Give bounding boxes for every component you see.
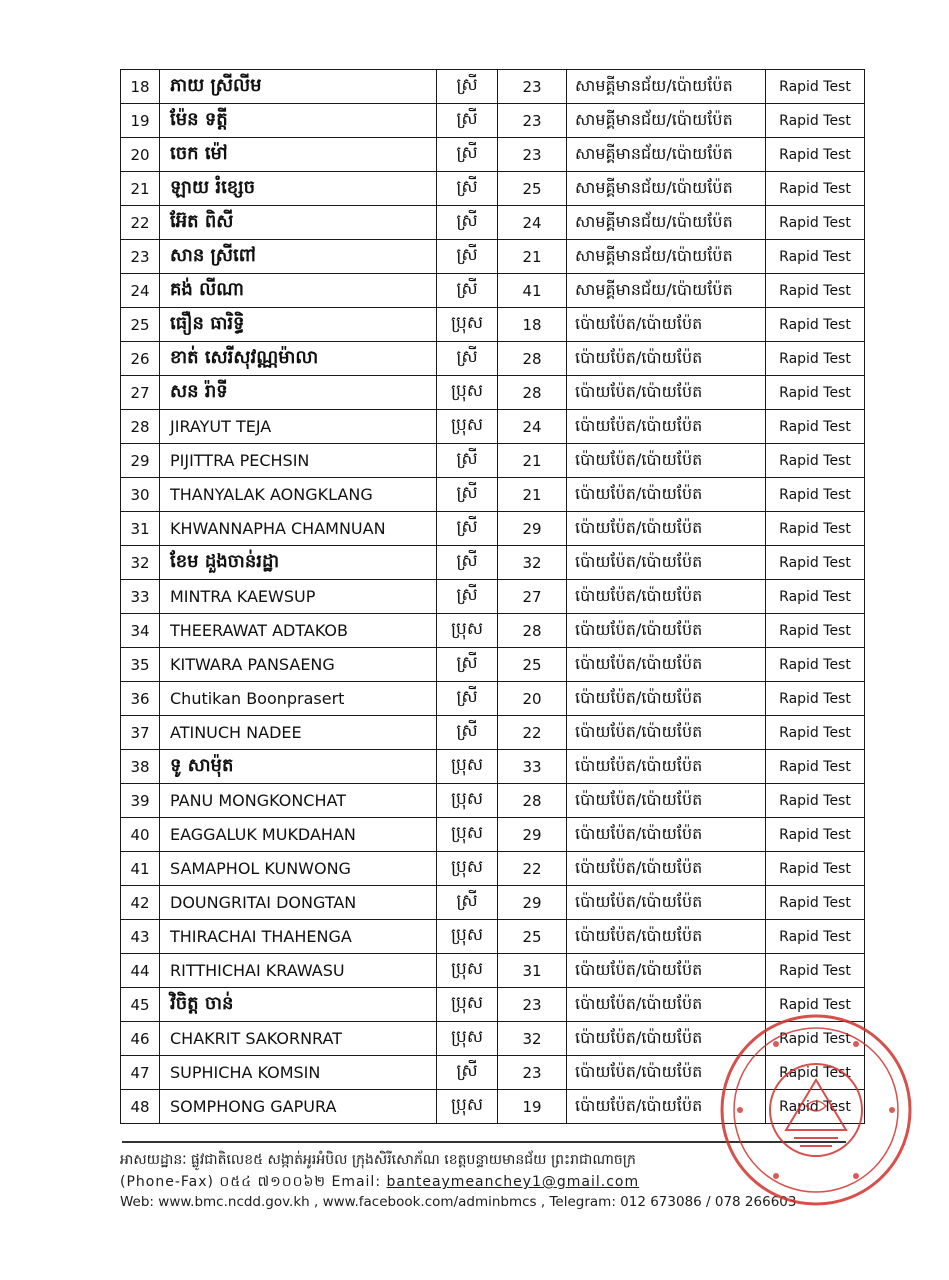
person-name: សន រ៉ាទី xyxy=(160,376,437,410)
person-name: ម៉ែន ទត្តី xyxy=(160,104,437,138)
test-type: Rapid Test xyxy=(766,852,865,886)
person-age: 21 xyxy=(498,478,567,512)
row-number: 26 xyxy=(121,342,160,376)
row-number: 43 xyxy=(121,920,160,954)
person-age: 28 xyxy=(498,376,567,410)
person-sex: ប្រុស xyxy=(437,410,498,444)
row-number: 39 xyxy=(121,784,160,818)
person-address: ប៉ោយប៉ែត/ប៉ោយប៉ែត xyxy=(567,308,766,342)
table-row xyxy=(121,478,865,512)
row-number: 41 xyxy=(121,852,160,886)
person-name: DOUNGRITAI DONGTAN xyxy=(160,886,437,920)
person-sex: ស្រី xyxy=(437,240,498,274)
test-type: Rapid Test xyxy=(766,682,865,716)
person-age: 29 xyxy=(498,886,567,920)
row-number: 40 xyxy=(121,818,160,852)
person-sex: ស្រី xyxy=(437,716,498,750)
person-name: KHWANNAPHA CHAMNUAN xyxy=(160,512,437,546)
person-age: 32 xyxy=(498,1022,567,1056)
table-row xyxy=(121,512,865,546)
person-name: ចេក ម៉ៅ xyxy=(160,138,437,172)
person-sex: ស្រី xyxy=(437,1056,498,1090)
row-number: 23 xyxy=(121,240,160,274)
table-row xyxy=(121,104,865,138)
table-row xyxy=(121,750,865,784)
person-sex: ប្រុស xyxy=(437,784,498,818)
person-age: 29 xyxy=(498,512,567,546)
person-sex: ស្រី xyxy=(437,138,498,172)
table-row xyxy=(121,954,865,988)
person-sex: ប្រុស xyxy=(437,308,498,342)
person-sex: ស្រី xyxy=(437,648,498,682)
person-sex: ប្រុស xyxy=(437,954,498,988)
person-sex: ស្រី xyxy=(437,682,498,716)
person-address: ប៉ោយប៉ែត/ប៉ោយប៉ែត xyxy=(567,546,766,580)
table-body xyxy=(121,70,865,1124)
person-address: ប៉ោយប៉ែត/ប៉ោយប៉ែត xyxy=(567,614,766,648)
person-name: SAMAPHOL KUNWONG xyxy=(160,852,437,886)
person-name: RITTHICHAI KRAWASU xyxy=(160,954,437,988)
person-sex: ស្រី xyxy=(437,274,498,308)
table-row xyxy=(121,852,865,886)
person-age: 25 xyxy=(498,648,567,682)
row-number: 28 xyxy=(121,410,160,444)
test-type: Rapid Test xyxy=(766,1090,865,1124)
person-age: 19 xyxy=(498,1090,567,1124)
table-row xyxy=(121,138,865,172)
person-address: ប៉ោយប៉ែត/ប៉ោយប៉ែត xyxy=(567,750,766,784)
row-number: 32 xyxy=(121,546,160,580)
person-age: 22 xyxy=(498,716,567,750)
person-address: ប៉ោយប៉ែត/ប៉ោយប៉ែត xyxy=(567,920,766,954)
person-name: Chutikan Boonprasert xyxy=(160,682,437,716)
person-name: THANYALAK AONGKLANG xyxy=(160,478,437,512)
person-address: ប៉ោយប៉ែត/ប៉ោយប៉ែត xyxy=(567,818,766,852)
person-name: ATINUCH NADEE xyxy=(160,716,437,750)
test-type: Rapid Test xyxy=(766,750,865,784)
test-type: Rapid Test xyxy=(766,988,865,1022)
test-type: Rapid Test xyxy=(766,274,865,308)
test-type: Rapid Test xyxy=(766,512,865,546)
table-row xyxy=(121,444,865,478)
person-name: PANU MONGKONCHAT xyxy=(160,784,437,818)
person-age: 18 xyxy=(498,308,567,342)
row-number: 27 xyxy=(121,376,160,410)
official-seal-stamp xyxy=(716,1010,916,1210)
row-number: 36 xyxy=(121,682,160,716)
row-number: 47 xyxy=(121,1056,160,1090)
person-address: ប៉ោយប៉ែត/ប៉ោយប៉ែត xyxy=(567,512,766,546)
person-name: THIRACHAI THAHENGA xyxy=(160,920,437,954)
test-type: Rapid Test xyxy=(766,716,865,750)
person-sex: ស្រី xyxy=(437,512,498,546)
table-row xyxy=(121,410,865,444)
person-address: ប៉ោយប៉ែត/ប៉ោយប៉ែត xyxy=(567,478,766,512)
person-name: PIJITTRA PECHSIN xyxy=(160,444,437,478)
person-name: គង់ លីណា xyxy=(160,274,437,308)
table-row xyxy=(121,784,865,818)
person-name: ខាត់ សេរីសុវណ្ណម៉ាលា xyxy=(160,342,437,376)
person-sex: ប្រុស xyxy=(437,818,498,852)
table-row xyxy=(121,342,865,376)
person-name: THEERAWAT ADTAKOB xyxy=(160,614,437,648)
person-address: ប៉ោយប៉ែត/ប៉ោយប៉ែត xyxy=(567,648,766,682)
person-age: 28 xyxy=(498,784,567,818)
person-name: KITWARA PANSAENG xyxy=(160,648,437,682)
test-type: Rapid Test xyxy=(766,104,865,138)
row-number: 20 xyxy=(121,138,160,172)
table-row xyxy=(121,308,865,342)
row-number: 38 xyxy=(121,750,160,784)
test-type: Rapid Test xyxy=(766,308,865,342)
person-address: ប៉ោយប៉ែត/ប៉ោយប៉ែត xyxy=(567,682,766,716)
person-age: 29 xyxy=(498,818,567,852)
person-sex: ស្រី xyxy=(437,886,498,920)
person-sex: ស្រី xyxy=(437,342,498,376)
person-age: 23 xyxy=(498,104,567,138)
person-sex: ស្រី xyxy=(437,478,498,512)
row-number: 21 xyxy=(121,172,160,206)
person-name: SOMPHONG GAPURA xyxy=(160,1090,437,1124)
table-row xyxy=(121,240,865,274)
person-address: ប៉ោយប៉ែត/ប៉ោយប៉ែត xyxy=(567,1022,766,1056)
test-type: Rapid Test xyxy=(766,1056,865,1090)
person-address: ប៉ោយប៉ែត/ប៉ោយប៉ែត xyxy=(567,784,766,818)
person-name: ធឿន ធារិទ្ធិ xyxy=(160,308,437,342)
row-number: 18 xyxy=(121,70,160,104)
person-sex: ស្រី xyxy=(437,580,498,614)
person-name: MINTRA KAEWSUP xyxy=(160,580,437,614)
table-row xyxy=(121,546,865,580)
person-age: 20 xyxy=(498,682,567,716)
person-age: 25 xyxy=(498,920,567,954)
person-address: សាមគ្គីមានជ័យ/ប៉ោយប៉ែត xyxy=(567,70,766,104)
row-number: 29 xyxy=(121,444,160,478)
test-type: Rapid Test xyxy=(766,818,865,852)
person-name: CHAKRIT SAKORNRAT xyxy=(160,1022,437,1056)
footer-contact xyxy=(120,1172,639,1193)
people-table xyxy=(120,69,865,1124)
table-row xyxy=(121,70,865,104)
test-type: Rapid Test xyxy=(766,1022,865,1056)
test-type: Rapid Test xyxy=(766,920,865,954)
person-age: 21 xyxy=(498,240,567,274)
test-type: Rapid Test xyxy=(766,648,865,682)
row-number: 46 xyxy=(121,1022,160,1056)
person-age: 23 xyxy=(498,70,567,104)
table-row xyxy=(121,818,865,852)
person-name: វិចិត្ត ចាន់ xyxy=(160,988,437,1022)
person-address: ប៉ោយប៉ែត/ប៉ោយប៉ែត xyxy=(567,342,766,376)
person-address: សាមគ្គីមានជ័យ/ប៉ោយប៉ែត xyxy=(567,206,766,240)
table-row xyxy=(121,682,865,716)
test-type: Rapid Test xyxy=(766,342,865,376)
row-number: 45 xyxy=(121,988,160,1022)
person-name: សាន ស្រីពៅ xyxy=(160,240,437,274)
person-name: ខែម ដួងចាន់រដ្ឋា xyxy=(160,546,437,580)
table-row xyxy=(121,206,865,240)
person-address: ប៉ោយប៉ែត/ប៉ោយប៉ែត xyxy=(567,376,766,410)
person-age: 22 xyxy=(498,852,567,886)
person-sex: ស្រី xyxy=(437,70,498,104)
table-row xyxy=(121,376,865,410)
person-name: SUPHICHA KOMSIN xyxy=(160,1056,437,1090)
person-sex: ស្រី xyxy=(437,172,498,206)
person-age: 27 xyxy=(498,580,567,614)
test-type: Rapid Test xyxy=(766,444,865,478)
test-type: Rapid Test xyxy=(766,478,865,512)
person-name: ទូ សាម៉ុត xyxy=(160,750,437,784)
row-number: 30 xyxy=(121,478,160,512)
person-address: ប៉ោយប៉ែត/ប៉ោយប៉ែត xyxy=(567,580,766,614)
person-sex: ប្រុស xyxy=(437,852,498,886)
row-number: 25 xyxy=(121,308,160,342)
person-age: 33 xyxy=(498,750,567,784)
row-number: 35 xyxy=(121,648,160,682)
person-address: ប៉ោយប៉ែត/ប៉ោយប៉ែត xyxy=(567,1090,766,1124)
person-sex: ស្រី xyxy=(437,104,498,138)
person-name: JIRAYUT TEJA xyxy=(160,410,437,444)
footer-email-link[interactable]: banteaymeanchey1@gmail.com xyxy=(386,1174,640,1190)
test-type: Rapid Test xyxy=(766,376,865,410)
person-address: ប៉ោយប៉ែត/ប៉ោយប៉ែត xyxy=(567,852,766,886)
test-type: Rapid Test xyxy=(766,138,865,172)
person-age: 24 xyxy=(498,206,567,240)
person-sex: ប្រុស xyxy=(437,750,498,784)
person-sex: ស្រី xyxy=(437,444,498,478)
person-age: 23 xyxy=(498,988,567,1022)
person-name: EAGGALUK MUKDAHAN xyxy=(160,818,437,852)
test-type: Rapid Test xyxy=(766,410,865,444)
person-sex: ប្រុស xyxy=(437,376,498,410)
person-address: ប៉ោយប៉ែត/ប៉ោយប៉ែត xyxy=(567,886,766,920)
person-sex: ប្រុស xyxy=(437,1090,498,1124)
test-type: Rapid Test xyxy=(766,886,865,920)
row-number: 44 xyxy=(121,954,160,988)
person-age: 24 xyxy=(498,410,567,444)
person-sex: ប្រុស xyxy=(437,614,498,648)
person-age: 41 xyxy=(498,274,567,308)
test-type: Rapid Test xyxy=(766,546,865,580)
person-age: 23 xyxy=(498,1056,567,1090)
test-type: Rapid Test xyxy=(766,954,865,988)
test-type: Rapid Test xyxy=(766,172,865,206)
person-address: សាមគ្គីមានជ័យ/ប៉ោយប៉ែត xyxy=(567,172,766,206)
person-age: 28 xyxy=(498,342,567,376)
test-type: Rapid Test xyxy=(766,240,865,274)
person-sex: ស្រី xyxy=(437,206,498,240)
table-row xyxy=(121,920,865,954)
table-row xyxy=(121,886,865,920)
footer-web-links[interactable]: Web: www.bmc.ncdd.gov.kh , www.facebook.com/adminbmcs , Telegram: 012 673086 / 078 266603 xyxy=(120,1194,797,1210)
row-number: 37 xyxy=(121,716,160,750)
footer-address: អាសយដ្ឋានៈ ផ្លូវជាតិលេខ៥ សង្កាត់អូរអំបិល ក្រុងសិរីសោភ័ណ ខេត្តបន្ទាយមានជ័យ ព្រះរាជាណាចក្រ xyxy=(120,1152,636,1168)
row-number: 42 xyxy=(121,886,160,920)
row-number: 22 xyxy=(121,206,160,240)
row-number: 19 xyxy=(121,104,160,138)
person-address: ប៉ោយប៉ែត/ប៉ោយប៉ែត xyxy=(567,954,766,988)
person-age: 21 xyxy=(498,444,567,478)
person-name: ភាយ ស្រីលីម xyxy=(160,70,437,104)
test-type: Rapid Test xyxy=(766,784,865,818)
person-name: ឡាយ រំខ្សេច xyxy=(160,172,437,206)
person-age: 31 xyxy=(498,954,567,988)
row-number: 24 xyxy=(121,274,160,308)
table-row xyxy=(121,716,865,750)
person-sex: ប្រុស xyxy=(437,988,498,1022)
test-type: Rapid Test xyxy=(766,206,865,240)
row-number: 34 xyxy=(121,614,160,648)
person-address: សាមគ្គីមានជ័យ/ប៉ោយប៉ែត xyxy=(567,104,766,138)
table-row xyxy=(121,648,865,682)
person-address: សាមគ្គីមានជ័យ/ប៉ោយប៉ែត xyxy=(567,240,766,274)
test-type: Rapid Test xyxy=(766,614,865,648)
footer-phone-fax: (Phone-Fax) ០៥៤ ៧១០០៦២ Email: xyxy=(120,1174,382,1190)
row-number: 31 xyxy=(121,512,160,546)
person-address: សាមគ្គីមានជ័យ/ប៉ោយប៉ែត xyxy=(567,138,766,172)
person-age: 25 xyxy=(498,172,567,206)
table-row xyxy=(121,614,865,648)
table-row xyxy=(121,580,865,614)
test-type: Rapid Test xyxy=(766,580,865,614)
table-row xyxy=(121,172,865,206)
person-address: ប៉ោយប៉ែត/ប៉ោយប៉ែត xyxy=(567,716,766,750)
person-age: 23 xyxy=(498,138,567,172)
row-number: 48 xyxy=(121,1090,160,1124)
test-type: Rapid Test xyxy=(766,70,865,104)
person-address: ប៉ោយប៉ែត/ប៉ោយប៉ែត xyxy=(567,1056,766,1090)
person-sex: ប្រុស xyxy=(437,1022,498,1056)
person-age: 32 xyxy=(498,546,567,580)
row-number: 33 xyxy=(121,580,160,614)
person-age: 28 xyxy=(498,614,567,648)
person-sex: ប្រុស xyxy=(437,920,498,954)
person-sex: ស្រី xyxy=(437,546,498,580)
person-name: អ៊ែត ពិសី xyxy=(160,206,437,240)
person-address: ប៉ោយប៉ែត/ប៉ោយប៉ែត xyxy=(567,988,766,1022)
person-address: ប៉ោយប៉ែត/ប៉ោយប៉ែត xyxy=(567,410,766,444)
person-address: ប៉ោយប៉ែត/ប៉ោយប៉ែត xyxy=(567,444,766,478)
table-row xyxy=(121,274,865,308)
person-address: សាមគ្គីមានជ័យ/ប៉ោយប៉ែត xyxy=(567,274,766,308)
